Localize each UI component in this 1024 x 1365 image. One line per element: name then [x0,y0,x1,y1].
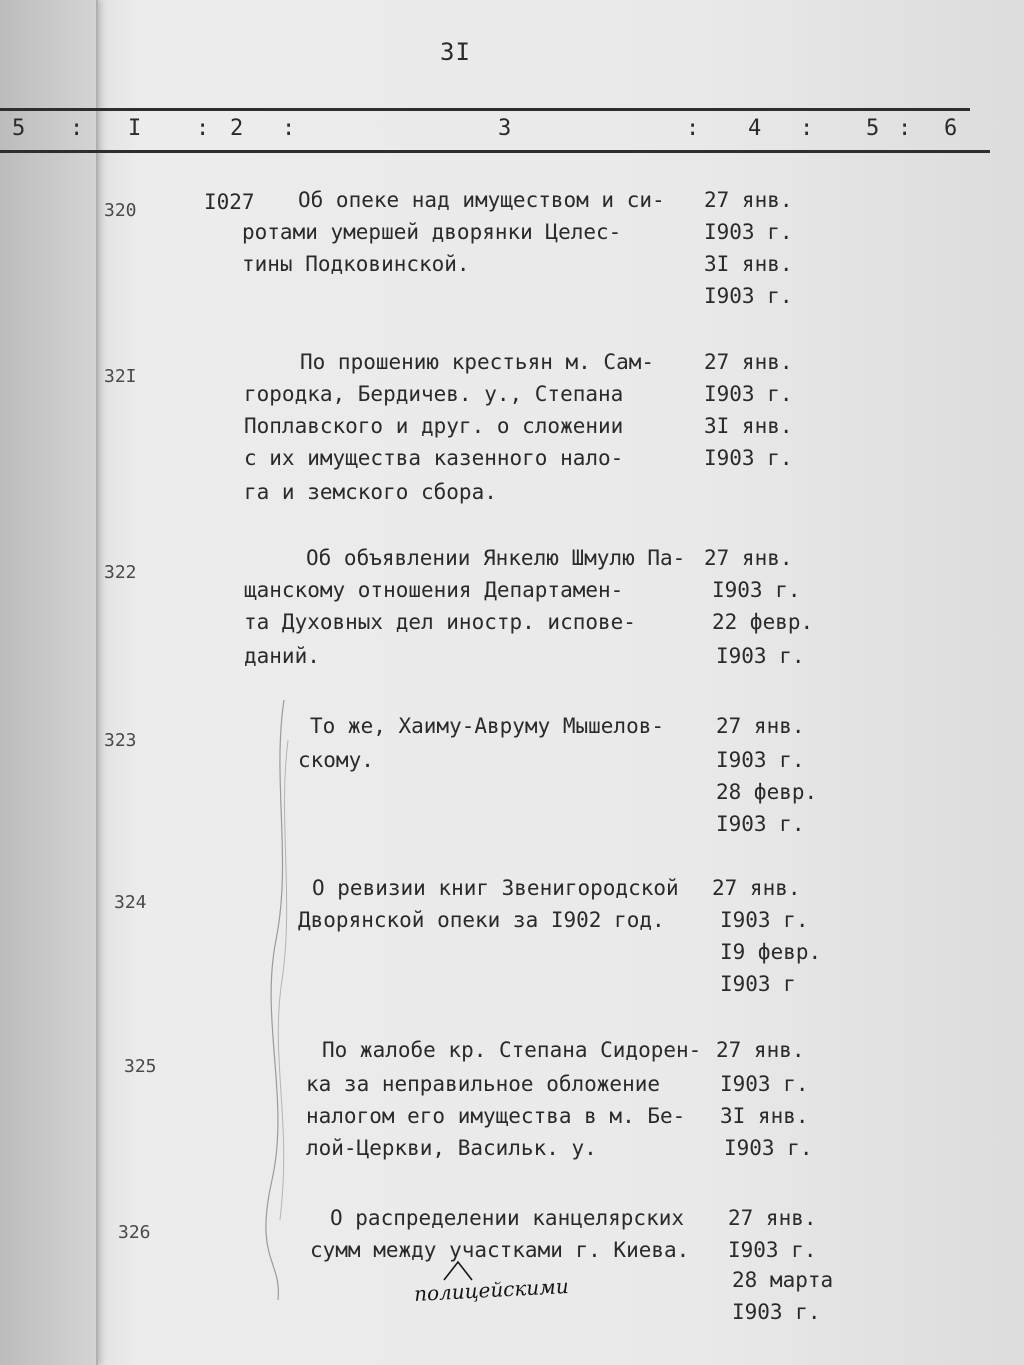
entry-title-line: О распределении канцелярских [330,1206,685,1230]
entry-number: 326 [118,1222,151,1243]
entry-title-line: ротами умершей дворянки Целес- [242,220,622,244]
entry-number: 325 [124,1056,157,1077]
start-date: 27 янв. [716,714,805,738]
entry-title-line: То же, Хаиму-Авруму Мышелов- [310,714,665,738]
entry-title-line: Об опеке над имуществом и си- [298,188,665,212]
page-number: 3I [440,38,471,66]
entry-number: 323 [104,730,137,751]
end-year: I903 г. [704,446,793,470]
entry-title-line: щанскому отношения Департамен- [244,578,624,602]
start-year: I903 г. [720,908,809,932]
end-year: I903 г. [704,284,793,308]
entry-title-line: Об объявлении Янкелю Шмулю Па- [306,546,686,570]
entry-title-line: Дворянской опеки за I902 год. [298,908,665,932]
entry-title-line: тины Подковинской. [242,252,470,276]
column-2-header: 2 [230,116,244,141]
end-date: 3I янв. [704,252,793,276]
end-date: 22 февр. [712,610,814,634]
entry-title-line: га и земского сбора. [244,480,497,504]
entry-title-line: сумм между участками г. Киева. [310,1238,690,1262]
entry-title-line: та Духовных дел иностр. испове- [244,610,636,634]
column-separator: : [70,116,84,141]
end-year: I903 г. [724,1136,813,1160]
entry-title-line: Поплавского и друг. о сложении [244,414,624,438]
start-date: 27 янв. [704,188,793,212]
start-year: I903 г. [728,1238,817,1262]
start-year: I903 г. [704,382,793,406]
start-year: I903 г. [704,220,793,244]
start-year: I903 г. [712,578,801,602]
end-year: I903 г. [732,1300,821,1324]
column-separator: : [686,116,700,141]
start-year: I903 г. [716,748,805,772]
entry-number: 32I [104,366,137,387]
end-date: 28 марта [732,1268,834,1292]
entry-number: 324 [114,892,147,913]
entry-title-line: скому. [298,748,374,772]
end-year: I903 г. [716,644,805,668]
column-1-header: I [128,116,142,141]
end-date: 3I янв. [704,414,793,438]
entry-title-line: с их имущества казенного нало- [244,446,624,470]
prev-page-column-number: 5 [12,116,26,141]
previous-page-edge [0,0,98,1365]
entry-title-line: По жалобе кр. Степана Сидорен- [322,1038,702,1062]
entry-title-line: ка за неправильное обложение [306,1072,661,1096]
fund-number: I027 [204,190,255,214]
entry-number: 322 [104,562,137,583]
paper-crease [262,700,302,1300]
column-3-header: 3 [498,116,512,141]
column-4-header: 4 [748,116,762,141]
entry-title-line: О ревизии книг Звенигородской [312,876,679,900]
entry-number: 320 [104,200,137,221]
start-date: 27 янв. [704,350,793,374]
end-date: I9 февр. [720,940,822,964]
start-date: 27 янв. [704,546,793,570]
end-year: I903 г. [716,812,805,836]
column-separator: : [898,116,912,141]
end-date: 28 февр. [716,780,818,804]
start-date: 27 янв. [728,1206,817,1230]
end-year: I903 г [720,972,796,996]
header-top-rule [0,108,970,111]
handwritten-insertion: полицейскими [413,1273,570,1307]
column-separator: : [800,116,814,141]
column-separator: : [282,116,296,141]
start-year: I903 г. [720,1072,809,1096]
column-5-header: 5 [866,116,880,141]
header-bottom-rule [0,150,990,153]
column-6-header: 6 [944,116,958,141]
end-date: 3I янв. [720,1104,809,1128]
column-separator: : [196,116,210,141]
entry-title-line: налогом его имущества в м. Бе- [306,1104,686,1128]
start-date: 27 янв. [712,876,801,900]
entry-title-line: По прошению крестьян м. Сам- [300,350,655,374]
entry-title-line: городка, Бердичев. у., Степана [244,382,624,406]
entry-title-line: лой-Церкви, Васильк. у. [306,1136,597,1160]
entry-title-line: даний. [244,644,320,668]
start-date: 27 янв. [716,1038,805,1062]
